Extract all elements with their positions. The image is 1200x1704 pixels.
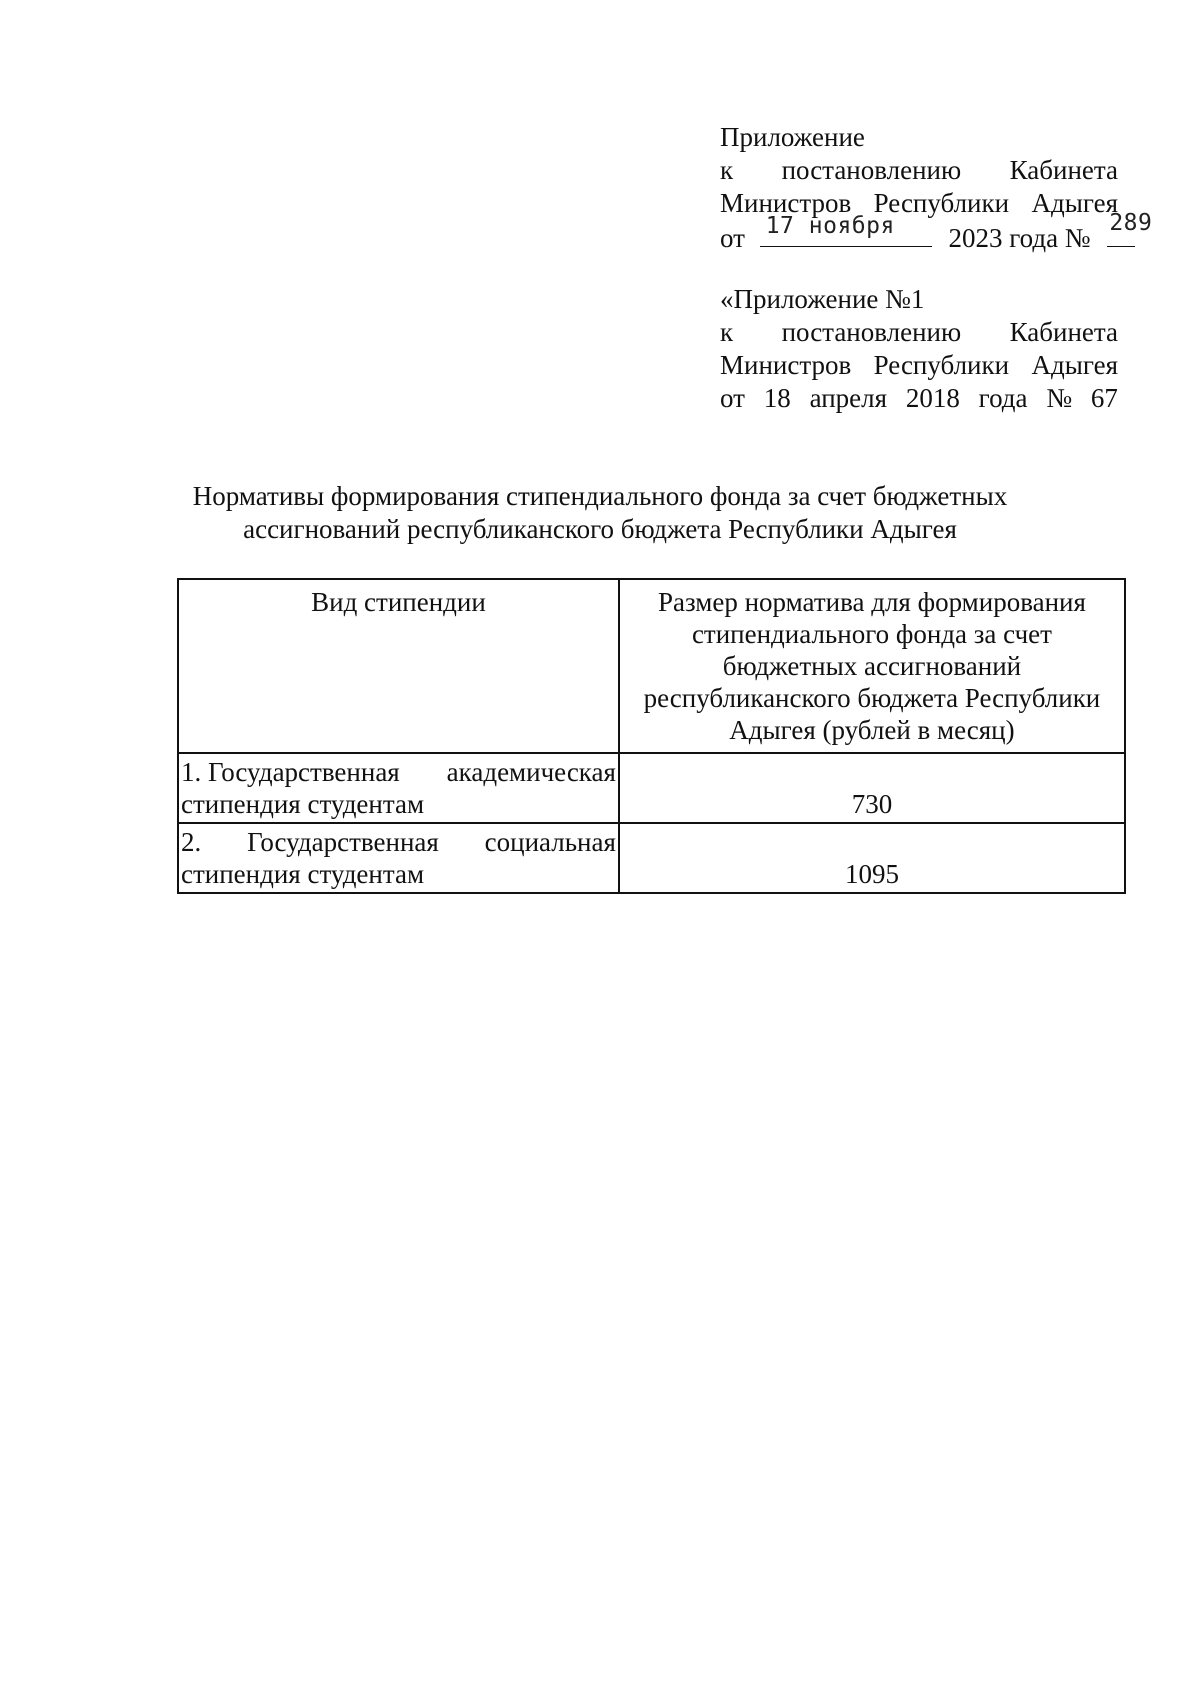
word: 2. — [181, 827, 202, 857]
word: № — [1046, 383, 1073, 413]
word: социальная — [484, 827, 616, 857]
appendix-line-ministers — [720, 349, 1118, 382]
year-text: 2023 года № — [948, 223, 1091, 253]
word: 1. Государственная — [181, 757, 400, 787]
stipend-type-cell — [178, 753, 619, 823]
word: Министров — [720, 350, 852, 380]
word: академическая — [446, 757, 616, 787]
word: 2018 — [905, 383, 960, 413]
header-stipend-type: Вид стипендии — [178, 579, 619, 753]
date-prefix: от — [720, 223, 745, 253]
appendix-label: Приложение — [720, 122, 865, 152]
stipend-type-cell — [178, 823, 619, 893]
appendix-header-current — [720, 121, 1153, 255]
word: Министров — [720, 188, 852, 218]
norm-value-cell: 730 — [619, 753, 1125, 823]
header-line: стипендиального фонда за счет — [691, 619, 1052, 649]
title-line: ассигнований республиканского бюджета Республики Адыгея — [243, 514, 957, 544]
word: 67 — [1090, 383, 1118, 413]
header-line: Адыгея (рублей в месяц) — [729, 715, 1015, 745]
word: года — [978, 383, 1028, 413]
word: постановлению — [781, 317, 962, 347]
word: Адыгея — [1031, 350, 1118, 380]
header-line: Размер норматива для формирования — [658, 587, 1086, 617]
word: 18 — [763, 383, 791, 413]
norm-value-cell: 1095 — [619, 823, 1125, 893]
word: стипендия студентам — [181, 789, 425, 819]
header-line: бюджетных ассигнований — [722, 651, 1022, 681]
appendix-line-date — [720, 382, 1118, 415]
appendix-label: «Приложение №1 — [720, 284, 925, 314]
word: Республики — [873, 350, 1010, 380]
word: Кабинета — [1009, 317, 1118, 347]
appendix-line-resolution — [720, 154, 1118, 187]
handwritten-number: 289 — [1109, 210, 1153, 236]
table-header-row — [178, 579, 1125, 753]
header-norm-size — [619, 579, 1125, 753]
word: апреля — [809, 383, 888, 413]
table-row — [178, 753, 1125, 823]
word: к — [720, 317, 734, 347]
appendix-line-resolution — [720, 316, 1118, 349]
table-row — [178, 823, 1125, 893]
word: Кабинета — [1009, 155, 1118, 185]
word: стипендия студентам — [181, 859, 425, 889]
handwritten-date: 17 ноября — [765, 213, 895, 239]
appendix-header-original — [720, 283, 1118, 415]
stipend-norms-table — [177, 578, 1126, 894]
title-line: Нормативы формирования стипендиального фонда за счет бюджетных — [192, 481, 1008, 511]
number-blank — [1107, 210, 1153, 247]
document-title — [150, 480, 1050, 546]
date-blank — [760, 213, 932, 247]
word: постановлению — [781, 155, 962, 185]
appendix-date-line — [720, 210, 1153, 255]
word: к — [720, 155, 734, 185]
word: Адыгея — [1031, 188, 1118, 218]
word: от — [720, 383, 745, 413]
word: Республики — [873, 188, 1010, 218]
header-line: республиканского бюджета Республики — [643, 683, 1101, 713]
word: Государственная — [247, 827, 439, 857]
